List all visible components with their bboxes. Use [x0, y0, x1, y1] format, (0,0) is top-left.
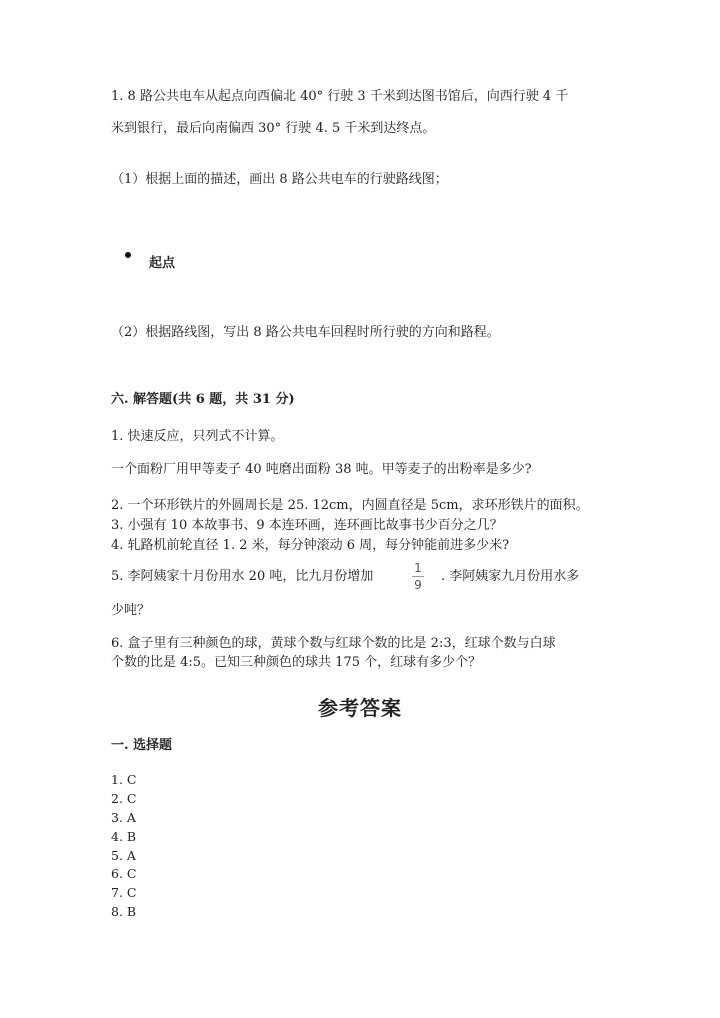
answers-section1-heading: 一. 选择题 [111, 738, 173, 753]
q1-title: 1. 快速反应，只列式不计算。 [111, 429, 284, 444]
q2: 2. 一个环形铁片的外圆周长是 25. 12cm，内圆直径是 5cm，求环形铁片的面积。 [111, 498, 589, 513]
answer-item: 3. A [111, 810, 136, 825]
answer-item: 6. C [111, 866, 137, 881]
q4: 4. 轧路机前轮直径 1. 2 米，每分钟滚动 6 周，每分钟能前进多少米? [111, 538, 510, 553]
answer-item: 2. C [111, 791, 137, 806]
q5-fraction [410, 561, 426, 592]
q3: 3. 小强有 10 本故事书、9 本连环画，连环画比故事书少百分之几？ [111, 518, 503, 533]
answer-item: 4. B [111, 829, 137, 844]
problem1-part2: （2）根据路线图，写出 8 路公共电车回程时所行驶的方向和路程。 [111, 325, 500, 340]
answer-item: 7. C [111, 885, 137, 900]
answer-item: 5. A [111, 848, 136, 863]
q5-part-b: . 李阿姨家九月份用水多 [441, 569, 580, 584]
fraction-numerator: 1 [414, 561, 422, 575]
q5-part-a: 5. 李阿姨家十月份用水 20 吨，比九月份增加 [111, 569, 374, 584]
answers-title: 参考答案 [318, 696, 402, 720]
fraction-denominator: 9 [414, 578, 422, 592]
problem1-part1: （1）根据上面的描述，画出 8 路公共电车的行驶路线图； [111, 172, 448, 187]
problem1-line1: 1. 8 路公共电车从起点向西偏北 40° 行驶 3 千米到达图书馆后，向西行驶 4 千 [111, 89, 569, 104]
q6-line2: 个数的比是 4:5。已知三种颜色的球共 175 个，红球有多少个？ [111, 655, 482, 670]
problem1-line2: 米到银行，最后向南偏西 30° 行驶 4. 5 千米到达终点。 [111, 121, 436, 136]
q5-part-c: 少吨？ [111, 603, 151, 618]
start-point-dot [125, 252, 131, 258]
section6-heading: 六. 解答题(共 6 题，共 31 分) [111, 392, 295, 407]
fraction-bar [412, 576, 424, 577]
q1-body: 一个面粉厂用甲等麦子 40 吨磨出面粉 38 吨。甲等麦子的出粉率是多少? [111, 462, 532, 477]
answer-item: 8. B [111, 904, 137, 919]
answer-item: 1. C [111, 772, 137, 787]
q6-line1: 6. 盒子里有三种颜色的球，黄球个数与红球个数的比是 2:3，红球个数与白球 [111, 636, 556, 651]
start-point-label: 起点 [149, 256, 176, 271]
